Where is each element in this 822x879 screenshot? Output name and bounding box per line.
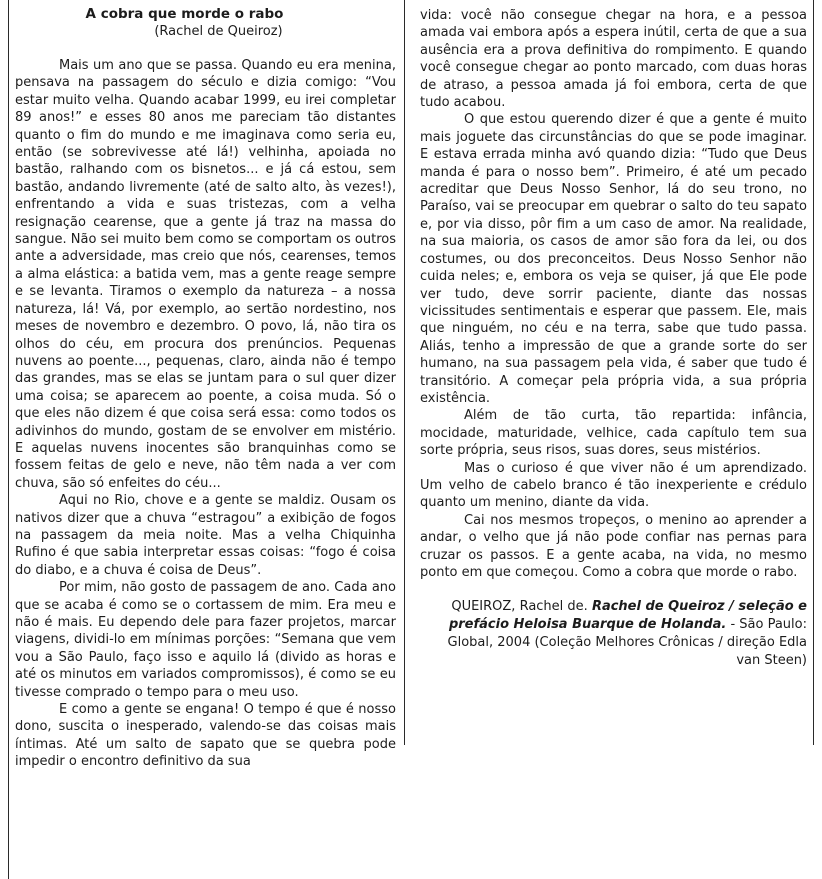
paragraph-1: Mais um ano que se passa. Quando eu era menina, pensava na passagem do século e dizia comigo: “Vou estar muito velha. Quando acabar 1999, eu irei completar 89 anos!” e esses 80 anos me pareciam tão distantes quanto o fim do mundo e me imaginava como seria eu, então (se sobrevivesse até lá!) velhinha, apoiada no bastão, ralhando com os bisnetos... e já cá estou, sem bastão, andando livremente (até de salto alto, às vezes!), enfrentando a vida e suas tristezas, com a velha resignação cearense, que a gente já traz na massa do sangue. Não sei muito bem como se comportam os outros ante a adversidade, mas creio que nós, cearenses, temos a alma elástica: a batida vem, mas a gente reage sempre e se levanta. Tiramos o exemplo da natureza – a nossa natureza, lá! Vá, por exemplo, ao sertão nordestino, nos meses de novembro e dezembro. O povo, lá, não tira os olhos do céu, em procura dos prenúncios. Pequenas nuvens ao poente..., pequenas, claro, ainda não é tempo das grandes, mas se elas se juntam para o sul quer dizer uma coisa; se aparecem ao poente, a coisa muda. Só o que eles não dizem é que coisa será essa: como todos os adivinhos do mundo, gostam de se envolver em mistério. E aquelas nuvens inocentes são branquinhas como se fossem feitas de gelo e neve, não têm nada a ver com chuva, são só enfeites do céu... — [15, 58, 396, 491]
left-column — [15, 0, 396, 771]
citation-work-title: Rachel de Queiroz / seleção e prefácio Heloisa Buarque de Holanda. — [448, 599, 807, 633]
paragraph-4: E como a gente se engana! O tempo é que é nosso dono, suscita o inesperado, valendo-se das coisas mais íntimas. Até um salto de sapato que se quebra pode impedir o encontro definitivo da sua — [15, 702, 396, 770]
citation — [420, 598, 807, 670]
paragraph-7: Mas o curioso é que viver não é um aprendizado. Um velho de cabelo branco é tão inexperiente e crédulo quanto um menino, diante da vida. — [420, 460, 807, 511]
citation-publisher: - São Paulo: Global, 2004 (Coleção Melhores Crônicas / direção Edla van Steen) — [447, 617, 807, 669]
right-page-rule — [813, 0, 814, 745]
citation-author: QUEIROZ, Rachel de. — [451, 599, 592, 615]
right-column — [420, 0, 807, 670]
paragraph-3: Por mim, não gosto de passagem de ano. Cada ano que se acaba é como se o cortassem de mim. Era meu e não é mais. Eu dependo dele para fazer projetos, marcar viagens, dividi-lo em mínimas porções: “Semana que vem vou a São Paulo, faço isso e aquilo lá (divido as horas e até os minutos em variados compromissos), é como se eu tivesse comprado o tempo para o meu uso. — [15, 580, 396, 700]
paragraph-5: O que estou querendo dizer é que a gente é muito mais joguete das circunstâncias do que se pode imaginar. E estava errada minha avó quando dizia: “Tudo que Deus manda é para o nosso bem”. Primeiro, é até um pecado acreditar que Deus Nosso Senhor, lá do seu trono, no Paraíso, vai se preocupar em quebrar o salto do teu sapato e, por via disso, pôr fim a um caso de amor. Na realidade, na sua maioria, os casos de amor são fora da lei, ou dos costumes, ou dos preconceitos. Deus Nosso Senhor não cuida neles; e, embora os veja se quiser, já que Ele pode ver tudo, deve sorrir paciente, diante das nossas vicissitudes sentimentais e esperar que passem. Ele, mais que ninguém, no céu e na terra, sabe que tudo passa. Aliás, tenho a impressão de que a grande sorte do ser humano, na sua passagem pela vida, é saber que tudo é transitório. A começar pela própria vida, a sua própria existência. — [420, 112, 807, 406]
column-divider-rule — [404, 0, 405, 745]
article-byline: (Rachel de Queiroz) — [154, 24, 283, 39]
paragraph-6: Além de tão curta, tão repartida: infância, mocidade, maturidade, velhice, cada capítulo tem sua sorte própria, seus risos, suas dores, seus mistérios. — [420, 408, 807, 459]
paragraph-8: Cai nos mesmos tropeços, o menino ao aprender a andar, o velho que já não pode confiar nas pernas para cruzar os passos. E a gente acaba, na vida, no mesmo ponto em que começou. Como a cobra que morde o rabo. — [420, 512, 807, 580]
paragraph-2: Aqui no Rio, chove e a gente se maldiz. Ousam os nativos dizer que a chuva “estragou” a exibição de fogos na passagem da meia noite. Mas a velha Chiquinha Rufino é que sabia interpretar essas coisas: “fogo é coisa do diabo, e a chuva é coisa de Deus”. — [15, 493, 396, 578]
paragraph-4-continuation: vida: você não consegue chegar na hora, e a pessoa amada vai embora após a espera inútil, certa de que a sua ausência era a prova definitiva do rompimento. E quando você consegue chegar ao ponto marcado, com duas horas de atraso, a pessoa amada já foi embora, certa de que tudo acabou. — [420, 8, 807, 111]
article-title: A cobra que morde o rabo — [85, 6, 284, 22]
left-page-rule — [8, 0, 9, 879]
